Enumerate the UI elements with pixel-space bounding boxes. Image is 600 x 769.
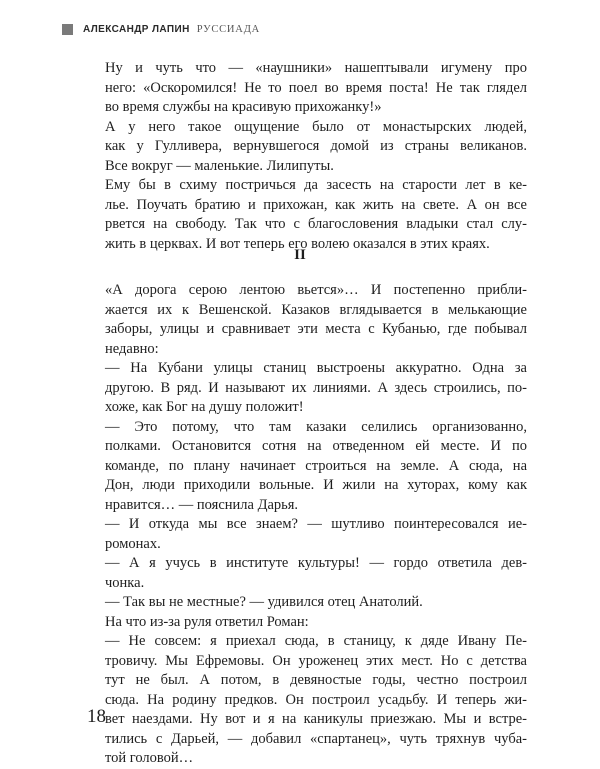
- text-line: — Не совсем: я приехал сюда, в станицу, к дяде Ивану Пе-: [105, 633, 527, 649]
- text-line: чонка.: [105, 574, 145, 591]
- page-number: 18: [87, 706, 106, 727]
- paragraph: [87, 118, 527, 177]
- header-square-mark: [62, 24, 73, 35]
- paragraph: [87, 593, 527, 613]
- text-line: На что из-за руля ответил Роман:: [105, 613, 309, 630]
- text-line: другою. В ряд. И называют их линиями. А здесь строились, по-: [105, 379, 527, 396]
- text-line: сюда. На родину предков. Он построил усадьбу. И теперь жи-: [105, 691, 527, 708]
- text-line: — А я учусь в институте культуры! — гордо ответила дев-: [105, 555, 527, 571]
- paragraph: [87, 59, 527, 118]
- running-header: [62, 22, 260, 36]
- text-line: Ему бы в схиму постричься да засесть на старости лет в ке-: [105, 177, 527, 193]
- text-line: как у Гулливера, вернувшегося домой из страны великанов.: [105, 138, 527, 154]
- paragraph: [87, 418, 527, 516]
- text-line: Дон, люди приходили вольные. И жили на хуторах, кому как: [105, 477, 527, 493]
- text-line: Ну и чуть что — «наушники» нашептывали игумену про: [105, 60, 527, 76]
- text-line: него: «Оскоромился! Не то поел во время поста! Не так глядел: [105, 79, 527, 96]
- text-line: ромонах.: [105, 535, 161, 552]
- text-line: вет наездами. Ну вот и я на каникулы приезжаю. Мы и встре-: [105, 711, 527, 727]
- paragraph: [87, 632, 527, 769]
- text-line: — На Кубани улицы станиц выстроены аккуратно. Одна за: [105, 360, 527, 376]
- paragraph: [87, 359, 527, 418]
- text-line: полками. Остановится сотня на отведенном ей месте. И по: [105, 438, 527, 454]
- text-line: жается их к Вешенской. Казаков вглядывается в мелькающие: [105, 301, 527, 318]
- text-line: нравится… — пояснила Дарья.: [105, 496, 299, 513]
- text-line: рвется на свободу. Так что с благословения владыки стал слу-: [105, 216, 527, 232]
- header-author: АЛЕКСАНДР ЛАПИН: [83, 23, 190, 35]
- text-line: жить в церквах. И вот теперь его волею оказался в этих краях.: [105, 235, 490, 252]
- header-book-title: РУССИАДА: [196, 23, 261, 35]
- paragraph: [87, 176, 527, 254]
- text-line: недавно:: [105, 340, 159, 357]
- text-line: команде, по плану начинает строиться на земле. А сюда, на: [105, 457, 527, 474]
- text-line: во время службы на красивую прихожанку!»: [105, 99, 382, 115]
- text-line: — Это потому, что там казаки селились организованно,: [105, 418, 527, 435]
- paragraph: [87, 515, 527, 554]
- chapter-numeral: II: [294, 247, 306, 263]
- text-line: тились с Дарьей, — добавил «спартанец», чуть тряхнув чуба-: [105, 730, 527, 747]
- text-line: «А дорога серою лентою вьется»… И постепенно прибли-: [105, 282, 527, 298]
- text-line: той головой…: [105, 750, 194, 766]
- text-line: — И откуда мы все знаем? — шутливо поинтересовался ие-: [105, 516, 527, 532]
- text-line: тут не был. А потом, в девяностые годы, честно построил: [105, 672, 527, 688]
- paragraph: [87, 613, 527, 633]
- text-block-before-chapter: [87, 59, 527, 254]
- paragraph: [87, 281, 527, 359]
- text-line: хоже, как Бог на душу положит!: [105, 399, 304, 415]
- text-line: лье. Поучать братию и прихожан, как жить на свете. А он все: [105, 196, 527, 213]
- text-line: — Так вы не местные? — удивился отец Анатолий.: [105, 594, 423, 610]
- text-line: Все вокруг — маленькие. Лилипуты.: [105, 157, 334, 174]
- text-block-after-chapter: [87, 281, 527, 769]
- text-line: заборы, улицы и сравнивает эти места с Кубанью, где побывал: [105, 321, 527, 337]
- text-line: А у него такое ощущение было от монастырских людей,: [105, 118, 527, 135]
- text-line: тровичу. Мы Ефремовы. Он уроженец этих мест. Но с детства: [105, 652, 527, 669]
- paragraph: [87, 554, 527, 593]
